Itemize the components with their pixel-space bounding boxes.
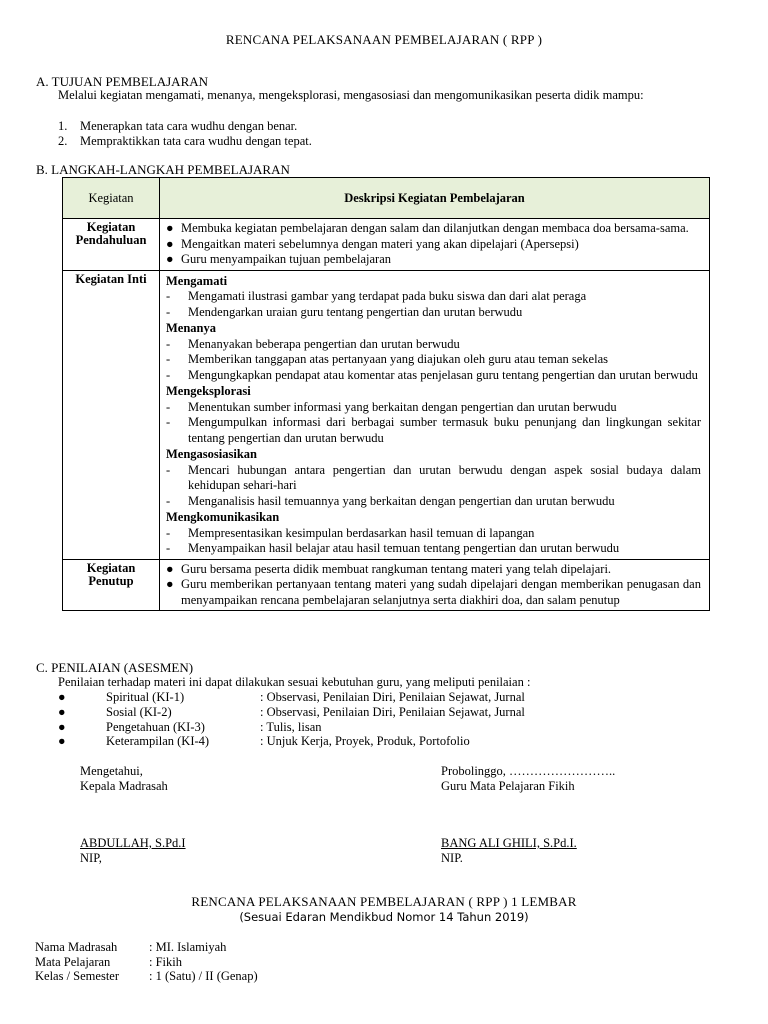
list-item-text: Guru memberikan pertanyaan tentang materi yang sudah dipelajari dengan memberikan penugasan dan menyampaikan rencana pembelajaran selanjutnya serta diakhiri doa, dan salam penutup [181, 577, 701, 607]
info-row [35, 940, 258, 955]
list-item-text: Menyampaikan hasil belajar atau hasil temuan tentang pengertian dan urutan berwudu [188, 541, 620, 555]
row-label-penutup [63, 559, 160, 611]
row-label-pendahuluan [63, 219, 160, 271]
list-item-text: Menentukan sumber informasi yang berkaitan dengan pengertian dan urutan berwudu [188, 399, 617, 414]
row-label-inti [63, 270, 160, 559]
signature-right-heading [441, 764, 615, 794]
info-label: Mata Pelajaran [35, 954, 111, 969]
list-item: - Mengamati ilustrasi gambar yang terdapat pada buku siswa dan dari alat peraga [166, 289, 701, 305]
assessment-label: Pengetahuan (KI-3) [106, 719, 205, 734]
list-item: - Mempresentasikan kesimpulan berdasarkan hasil temuan di lapangan [166, 526, 701, 542]
sig-left-nip: NIP, [80, 851, 102, 865]
objective-number: 1. [58, 119, 68, 133]
list-item: - Menentukan sumber informasi yang berkaitan dengan pengertian dan urutan berwudu [166, 400, 701, 416]
activities-table [62, 177, 710, 611]
objective-item [58, 134, 312, 149]
list-item-text: Mengaitkan materi sebelumnya dengan materi yang akan dipelajari (Apersepsi) [181, 236, 579, 251]
section-c-intro: Penilaian terhadap materi ini dapat dilakukan sesuai kebutuhan guru, yang meliputi penilaian : [58, 675, 531, 689]
assessment-label: Spiritual (KI-1) [106, 690, 185, 704]
list-item: - Mencari hubungan antara pengertian dan urutan berwudu dengan aspek sosial budaya dalam kehidupan sehari-hari [166, 462, 701, 492]
row-desc-inti [160, 270, 710, 559]
signature-left-name-block [80, 836, 186, 866]
list-item-text: Menganalisis hasil temuannya yang berkaitan dengan pengertian dan urutan berwudu [188, 493, 615, 508]
info-row [35, 955, 258, 970]
assessment-value: : Observasi, Penilaian Diri, Penilaian Sejawat, Jurnal [260, 690, 525, 704]
list-item-text: Membuka kegiatan pembelajaran dengan salam dan dilanjutkan dengan membaca doa bersama-sama. [181, 221, 689, 235]
list-item: - Mengungkapkan pendapat atau komentar atas penjelasan guru tentang pengertian dan urutan berwudu [166, 368, 701, 384]
section-b-heading: B. LANGKAH-LANGKAH PEMBELAJARAN [36, 162, 290, 177]
info-label: Nama Madrasah [35, 940, 118, 954]
row-label-text: Kegiatan Pendahuluan [75, 220, 147, 247]
list-item: ● Sosial (KI-2) : Observasi, Penilaian Diri, Penilaian Sejawat, Jurnal [58, 704, 525, 719]
list-item-text: Mengumpulkan informasi dari berbagai sumber termasuk buku penunjang dan lingkungan sekitar tentang pengertian dan urutan berwudu [188, 415, 701, 445]
sig-right-line1: Probolinggo, …………………….. [441, 764, 616, 778]
subheading-menanya: Menanya [166, 321, 216, 335]
list-item: - Mengumpulkan informasi dari berbagai sumber termasuk buku penunjang dan lingkungan sekitar tentang pengertian dan urutan berwudu [166, 415, 701, 445]
row-label-text: Kegiatan Penutup [86, 560, 136, 588]
list-item: ● Spiritual (KI-1) : Observasi, Penilaian Diri, Penilaian Sejawat, Jurnal [58, 690, 525, 704]
sig-right-line2: Guru Mata Pelajaran Fikih [441, 779, 575, 793]
objective-item [58, 119, 312, 134]
subheading-mengeksplorasi: Mengeksplorasi [166, 384, 251, 398]
table-row-pendahuluan [63, 219, 710, 271]
list-item: ● Guru bersama peserta didik membuat rangkuman tentang materi yang telah dipelajari. [166, 562, 701, 578]
col-kegiatan-header: Kegiatan [63, 178, 160, 219]
assessment-list [58, 690, 525, 749]
list-item: - Menanyakan beberapa pengertian dan urutan berwudu [166, 337, 701, 353]
col-deskripsi-header: Deskripsi Kegiatan Pembelajaran [160, 178, 710, 219]
list-item-text: Mempresentasikan kesimpulan berdasarkan hasil temuan di lapangan [188, 525, 535, 540]
identity-info [35, 940, 258, 984]
assessment-value: : Tulis, lisan [260, 719, 322, 734]
row-desc-penutup [160, 559, 710, 611]
list-item-text: Guru menyampaikan tujuan pembelajaran [181, 252, 391, 266]
page-title: RENCANA PELAKSANAAN PEMBELAJARAN ( RPP ) [225, 32, 543, 47]
second-title: RENCANA PELAKSANAAN PEMBELAJARAN ( RPP ) 1 LEMBAR [191, 894, 577, 909]
assessment-label: Sosial (KI-2) [106, 704, 172, 719]
subheading-mengamati: Mengamati [166, 273, 228, 288]
table-header-row [63, 178, 710, 219]
list-item-text: Guru bersama peserta didik membuat rangkuman tentang materi yang telah dipelajari. [181, 561, 612, 576]
list-item: ● Guru memberikan pertanyaan tentang materi yang sudah dipelajari dengan memberikan penugasan dan menyampaikan rencana pembelajaran selanjutnya serta diakhiri doa, dan salam penutup [166, 577, 701, 607]
list-item: ● Keterampilan (KI-4) : Unjuk Kerja, Proyek, Produk, Portofolio [58, 734, 470, 749]
sig-right-nip: NIP. [441, 851, 463, 865]
table-row-penutup [63, 559, 710, 611]
info-value: : 1 (Satu) / II (Genap) [149, 969, 258, 983]
sig-left-name: ABDULLAH, S.Pd.I [80, 836, 186, 850]
signature-right-name-block [441, 836, 577, 866]
sig-left-line1: Mengetahui, [80, 764, 143, 778]
row-label-text: Kegiatan Inti [75, 271, 147, 286]
list-item: ● Guru menyampaikan tujuan pembelajaran [166, 252, 701, 268]
list-item: - Menganalisis hasil temuannya yang berkaitan dengan pengertian dan urutan berwudu [166, 494, 701, 510]
list-item-text: Mengamati ilustrasi gambar yang terdapat pada buku siswa dan dari alat peraga [188, 289, 587, 303]
info-row [35, 969, 258, 984]
objective-text: Menerapkan tata cara wudhu dengan benar. [80, 119, 298, 133]
second-subtitle: (Sesuai Edaran Mendikbud Nomor 14 Tahun 2019) [239, 910, 529, 924]
list-item: ● Mengaitkan materi sebelumnya dengan materi yang akan dipelajari (Apersepsi) [166, 237, 701, 253]
list-item: - Memberikan tanggapan atas pertanyaan yang diajukan oleh guru atau teman sekelas [166, 352, 701, 368]
subheading-mengasosiasikan: Mengasosiasikan [166, 447, 257, 461]
signature-left-heading [80, 764, 168, 794]
sig-left-line2: Kepala Madrasah [80, 779, 168, 793]
list-item-text: Mengungkapkan pendapat atau komentar atas penjelasan guru tentang pengertian dan urutan berwudu [188, 367, 698, 382]
list-item: - Mendengarkan uraian guru tentang pengertian dan urutan berwudu [166, 305, 701, 321]
info-value: : Fikih [149, 954, 182, 969]
list-item-text: Mencari hubungan antara pengertian dan urutan berwudu dengan aspek sosial budaya dalam kehidupan sehari-hari [188, 462, 701, 492]
subheading-mengkomunikasikan: Mengkomunikasikan [166, 510, 280, 524]
assessment-value: : Unjuk Kerja, Proyek, Produk, Portofolio [260, 734, 470, 749]
section-a-heading: A. TUJUAN PEMBELAJARAN [36, 74, 209, 89]
assessment-label: Keterampilan (KI-4) [106, 734, 210, 749]
objectives-list [58, 119, 312, 148]
info-value: : MI. Islamiyah [149, 940, 227, 954]
list-item-text: Menanyakan beberapa pengertian dan urutan berwudu [188, 336, 460, 351]
objective-text: Mempraktikkan tata cara wudhu dengan tepat. [80, 133, 312, 148]
objective-number: 2. [58, 133, 68, 148]
section-c-heading: C. PENILAIAN (ASESMEN) [36, 660, 194, 675]
section-a-intro: Melalui kegiatan mengamati, menanya, mengeksplorasi, mengasosiasi dan mengomunikasikan peserta didik mampu: [58, 88, 644, 102]
row-desc-pendahuluan [160, 219, 710, 271]
table-row-inti [63, 270, 710, 559]
sig-right-name: BANG ALI GHILI, S.Pd.I. [441, 836, 577, 850]
list-item: ● Membuka kegiatan pembelajaran dengan salam dan dilanjutkan dengan membaca doa bersama-sama. [166, 221, 701, 237]
list-item: - Menyampaikan hasil belajar atau hasil temuan tentang pengertian dan urutan berwudu [166, 541, 701, 557]
assessment-value: : Observasi, Penilaian Diri, Penilaian Sejawat, Jurnal [260, 704, 525, 719]
list-item-text: Memberikan tanggapan atas pertanyaan yang diajukan oleh guru atau teman sekelas [188, 352, 608, 366]
info-label: Kelas / Semester [35, 969, 120, 983]
list-item-text: Mendengarkan uraian guru tentang pengertian dan urutan berwudu [188, 304, 523, 319]
list-item: ● Pengetahuan (KI-3) : Tulis, lisan [58, 719, 322, 734]
